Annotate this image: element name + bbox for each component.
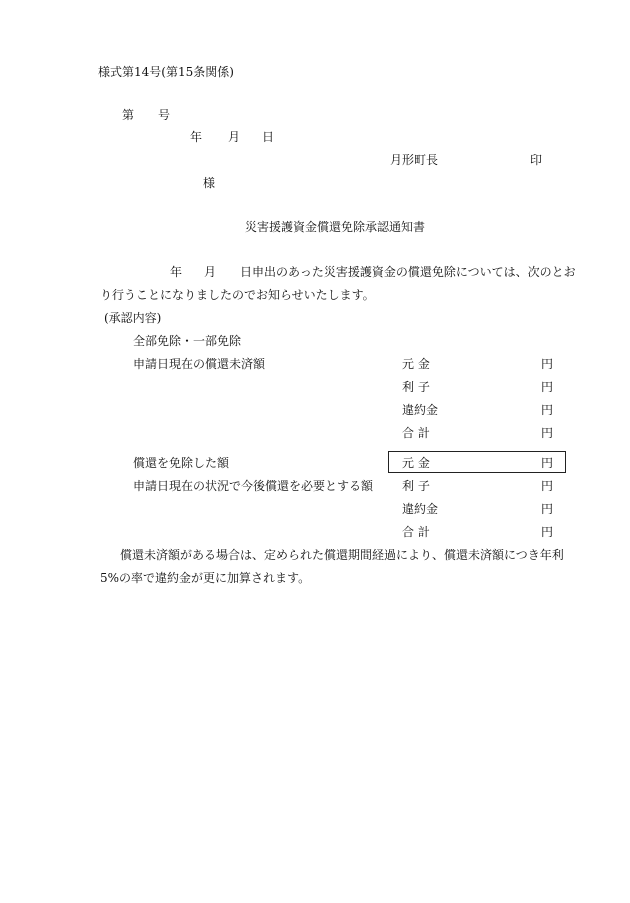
remaining-label: 申請日現在の状況で今後償還を必要とする額 [133,479,374,493]
note-line-1: 償還未済額がある場合は、定められた償還期間経過により、償還未済額につき年利 [120,548,564,562]
remaining-total-label: 合 計 [402,525,430,539]
seal-mark: 印 [530,153,543,167]
date-day: 日 [262,130,275,144]
outstanding-label: 申請日現在の償還未済額 [133,357,266,371]
outstanding-interest-label: 利 子 [402,380,430,394]
date-year: 年 [190,130,203,144]
remaining-total-unit: 円 [540,525,553,539]
body-line-2: り行うことになりましたのでお知らせいたします。 [100,288,375,302]
outstanding-penalty-label: 違約金 [402,403,439,417]
document-title: 災害援護資金償還免除承認通知書 [245,220,426,234]
outstanding-total-unit: 円 [540,426,553,440]
exempted-principal-unit: 円 [540,456,553,470]
remaining-penalty-label: 違約金 [402,502,439,516]
outstanding-principal-label: 元 金 [402,357,430,371]
outstanding-principal-unit: 円 [540,357,553,371]
remaining-interest-label: 利 子 [402,479,430,493]
recipient-honorific: 様 [203,176,216,190]
outstanding-total-label: 合 計 [402,426,430,440]
date-month: 月 [228,130,241,144]
body-month: 月 [204,265,217,279]
number-suffix: 号 [158,108,171,122]
outstanding-penalty-unit: 円 [540,403,553,417]
body-year: 年 [170,265,183,279]
approval-heading: (承認内容) [104,311,162,325]
number-prefix: 第 [122,108,135,122]
body-line-1: 日申出のあった災害援護資金の償還免除については、次のとお [240,265,576,279]
approval-type: 全部免除・一部免除 [133,334,242,348]
outstanding-interest-unit: 円 [540,380,553,394]
exempted-principal-label: 元 金 [402,456,430,470]
remaining-interest-unit: 円 [540,479,553,493]
remaining-penalty-unit: 円 [540,502,553,516]
note-line-2: 5%の率で違約金が更に加算されます。 [100,571,311,585]
form-id: 様式第14号(第15条関係) [98,65,234,79]
exempted-label: 償還を免除した額 [133,456,230,470]
issuer-name: 月形町長 [390,153,439,167]
